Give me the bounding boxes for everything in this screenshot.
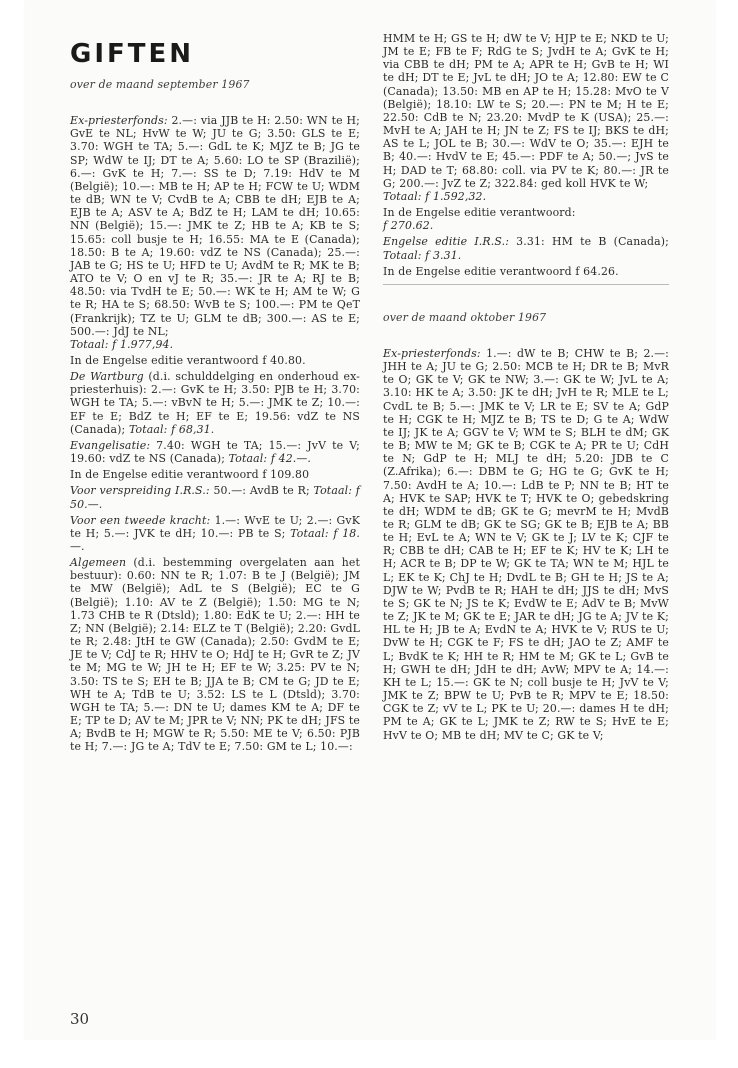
english-edition-note: In de Engelse editie verantwoord f 109.80 xyxy=(70,468,310,482)
english-edition-note: In de Engelse editie verantwoord: f 270.62. xyxy=(383,206,576,233)
ex-priesterfonds-oktober: Ex-priesterfonds: 1.—: dW te B; CHW te B; 2.—: JHH te A; JU te G; 2.50: MCB te H; DR te B; MvR te O; GK te V; GK te NW; 3.—: GK te W; JvL te A; 3.10: HK te A; 3.50: JK te dH; JvH te R; MLE te L; CvdL te B; 5.—: JMK te V; LR te E; SV te A; GdP te H; CGK te H; MJZ te B; TS te D; G te A; WdW te IJ; JK te A; GGV te V; WM te S; BLH te dM; GK te B; MW te M; GK te B; CGK te A; PR te U; CdH te N; GdP te H; MLJ te dH; 5.20: JDB te C (Z.Afrika); 6.—: DBM te G; HG te G; GvK te H; 7.50: AvdH te A; 10.—: LdB te P; NN te B; HT te A; HVK te SAP; HVK te T; HVK te O; gebedskring te dH; WDM te dB; GK te G; mevrM te H; MvdB te R; GLM te dB; GK te SG; GK te B; EJB te A; BB te H; EvL te A; WN te V; GK te J; LV te K; CJF te R; CBB te dH; CAB te H; EF te K; HV te K; LH te H; ACR te B; DP te W; GK te TA; WN te M; HJL te L; EK te K; ChJ te H; DvdL te B; GH te H; JS te A; DJW te W; PvdB te R; HAH te dH; JJS te dH; MvS te S; GK te N; JS te K; EvdW te E; AdV te B; MvW te Z; JK te M; GK te E; JAR te dH; JG te A; JV te K; HL te H; JB te A; EvdN te A; HVK te V; RUS te U; DvW te H; CGK te F; FS te dH; JAO te Z; AMF te L; BvdK te K; HH te R; HM te M; GK te L; GvB te H; GWH te dH; JdH te dH; AvW; MPV te A; 14.—: KH te L; 15.—: GK te N; coll busje te H; JvV te V; JMK te Z; BPW te U; PvB te R; MPV te E; 18.50: CGK te Z; vV te L; PK te U; 20.—: dames H te dH; PM te A; GK te L; JMK te Z; RW te S; HvE te E; HvV te O; MB te dH; MV te C; GK te V; xyxy=(383,346,669,742)
total: Totaal: f 18.—. xyxy=(70,526,360,553)
page-bottom-margin xyxy=(0,1040,738,1068)
tweede-kracht-donations: Voor een tweede kracht: 1.—: WvE te U; 2.—: GvK te H; 5.—: JVK te dH; 10.—: PB te S; Totaal: f 18.—. xyxy=(70,513,360,553)
evangelisatie-donations: Evangelisatie: 7.40: WGH te TA; 15.—: JvV te V; 19.60: vdZ te NS (Canada); Totaal: f 42.—. xyxy=(70,438,360,466)
total: f 270.62. xyxy=(383,219,434,233)
verspreiding-irs-donations: Voor verspreiding I.R.S.: 50.—: AvdB te R; Totaal: f 50.—. xyxy=(70,484,360,511)
total: Totaal: f 3.31. xyxy=(383,248,462,262)
engelse-editie-irs: Engelse editie I.R.S.: 3.31: HM te B (Canada); Totaal: f 3.31. xyxy=(383,235,669,262)
english-edition-note: In de Engelse editie verantwoord f 64.26. xyxy=(383,264,619,278)
ex-priesterfonds-september: Ex-priesterfonds: 2.—: via JJB te H: 2.50: WN te H; GvE te NL; HvW te W; JU te G; 3.50: GLS te E; 3.70: WGH te TA; 5.—: GdL te K; MJZ te B; JG te SP; WdW te IJ; DT te A; 5.60: LO te SP (Brazilië); 6.—: GvK te H; 7.—: SS te D; 7.19: HdV te M (België); 10.—: MB te H; AP te H; FCW te U; WDM te dB; WN te V; CvdB te A; CBB te dH; EJB te A; EJB te A; ASV te A; BdZ te H; LAM te dH; 10.65: NN (België); 15.—: JMK te Z; HB te A; KB te S; 15.65: coll busje te H; 16.55: MA te E (Canada); 18.50: B te A; 19.60: vdZ te NS (Canada); 25.—: JAB te G; HS te U; HFD te U; AvdM te R; MK te B; ATO te V; O en vJ te R; 35.—: JR te A; RJ te B; 48.50: via TvdH te E; 50.—: WK te H; AM te W; G te R; HA te S; 68.50: WvB te S; 100.—: PM te QeT (Frankrijk); TZ te U; GLM te dB; 300.—: AS te E; 500.—: JdJ te NL; Totaal: f 1.977,94. xyxy=(70,114,360,351)
total: Totaal: f 50.—. xyxy=(70,484,360,511)
wartburg-donations: De Wartburg (d.i. schulddelging en onderhoud ex-priesterhuis): 2.—: GvK te H; 3.50: PJB te H; 3.70: WGH te TA; 5.—: vBvN te H; 5.—: JMK te Z; 10.—: EF te E; BdZ te H; EF te E; 19.56: vdZ te NS (Canada); Totaal: f 68,31. xyxy=(70,370,360,436)
total: Totaal: f 42.—. xyxy=(225,452,312,466)
algemeen-donations: Algemeen (d.i. bestemming overgelaten aan het bestuur): 0.60: NN te R; 1.07: B te J (België); JM te MW (België); AdL te S (België); EC te G (België); 1.10: AV te Z (België); 1.50: MG te N; 1.73 CHB te R (Dtsld); 1.80: EdK te U; 2.—: HH te Z; NN (België); 2.14: ELZ te T (België); 2.20: GvdL te R; 2.48: JtH te GW (Canada); 2.50: GvdM te E; JE te V; CdJ te R; HHV te O; HdJ te H; GvR te Z; JV te M; MG te W; JH te H; EF te W; 3.25: PV te N; 3.50: TS te S; EH te B; JJA te B; CM te G; JD te E; WH te A; TdB te U; 3.52: LS te L (Dtsld); 3.70: WGH te TA; 5.—: DN te U; dames KM te A; DF te E; TP te D; AV te M; JPR te V; NN; PK te dH; JFS te A; BvdB te H; MGW te R; 5.50: ME te V; 6.50: PJB te H; 7.—: JG te A; TdV te E; 7.50: GM te L; 10.—: xyxy=(70,556,360,754)
month-heading-october: over de maand oktober 1967 xyxy=(383,310,547,324)
right-column xyxy=(383,32,669,745)
english-edition-note: In de Engelse editie verantwoord f 40.80. xyxy=(70,353,306,367)
algemeen-donations-continued: HMM te H; GS te H; dW te V; HJP te E; NKD te U; JM te E; FB te F; RdG te S; JvdH te A; GvK te H; via CBB te dH; PM te A; APR te H; GvB te H; WI te dH; DT te E; JvL te dH; JO te A; 12.80: EW te C (Canada); 13.50: MB en AP te H; 15.28: MvO te V (België); 18.10: LW te S; 20.—: PN te M; H te E; 22.50: CdB te N; 23.20: MvdP te K (USA); 25.—: MvH te A; JAH te H; JN te Z; FS te IJ; BKS te dH; AS te L; JOL te B; 30.—: WdV te O; 35.—: EJH te B; 40.—: HvdV te E; 45.—: PDF te A; 50.—; JvS te H; DAD te T; 68.80: coll. via PV te K; 80.—: JR te G; 200.—: JvZ te Z; 322.84: ged koll HVK te W; Totaal: f 1.592,32. xyxy=(383,32,669,203)
page-title: GIFTEN xyxy=(70,39,195,69)
section-divider xyxy=(383,284,669,285)
left-column xyxy=(70,40,360,757)
month-heading-september: over de maand september 1967 xyxy=(70,78,250,91)
total: Totaal: f 1.977,94. xyxy=(70,337,174,351)
total: Totaal: f 1.592,32. xyxy=(383,189,487,203)
total: Totaal: f 68,31. xyxy=(125,422,215,436)
page-number: 30 xyxy=(70,1010,90,1028)
